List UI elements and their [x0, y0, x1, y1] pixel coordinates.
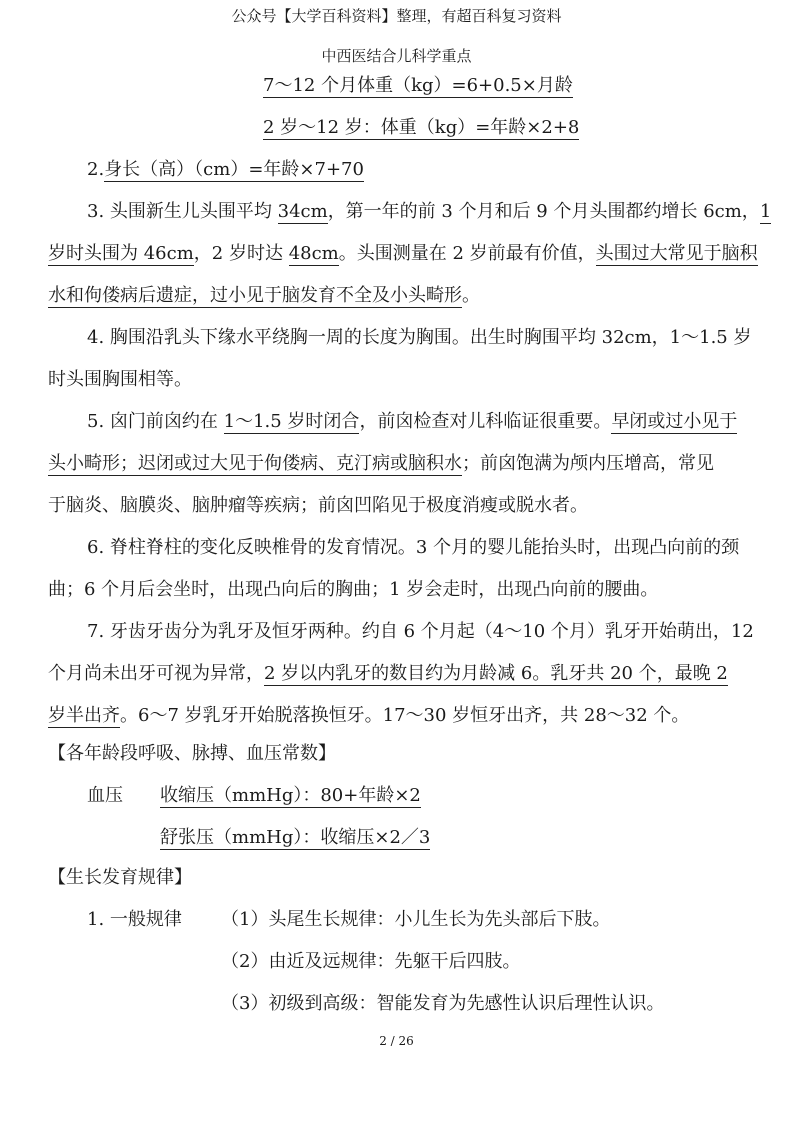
bp-systolic [160, 783, 421, 809]
item-5-highlight: 头小畸形；迟闭或过大见于佝偻病、克汀病或脑积水 [48, 453, 462, 474]
bp-diastolic [160, 825, 430, 851]
weight-formula-infant-text: 7～12 个月体重（kg）=6+0.5×月龄 [263, 75, 573, 96]
section-heading-vitals: 【各年龄段呼吸、脉搏、血压常数】 [48, 743, 336, 764]
item-2-formula: 身长（高）（cm）=年龄×7+70 [104, 159, 364, 180]
item-6-line-2: 曲；6 个月后会坐时，出现凸向后的胸曲；1 岁会走时，出现凸向前的腰曲。 [48, 579, 659, 600]
item-3-highlight: 水和佝偻病后遗症，过小见于脑发育不全及小头畸形 [48, 285, 462, 306]
item-3-text: 3. 头围新生儿头围平均 [87, 201, 278, 222]
item-5-line-1 [87, 409, 737, 435]
item-3-highlight: 岁时头围为 46cm [48, 243, 194, 264]
growth-rule: （2）由近及远规律：先躯干后四肢。 [221, 951, 521, 972]
section-heading-growth: 【生长发育规律】 [48, 867, 192, 888]
item-2-height [87, 157, 364, 183]
bp-diastolic-text: 舒张压（mmHg）：收缩压×2／3 [160, 827, 431, 848]
item-7-line-3 [48, 703, 689, 729]
page-header: 公众号【大学百科资料】整理，有超百科复习资料 [231, 7, 562, 25]
item-3-text: 。头围测量在 2 岁前最有价值， [338, 243, 596, 264]
item-3-line-1 [87, 199, 771, 225]
item-7-line-2 [48, 661, 728, 687]
item-3-text: ，第一年的前 3 个月和后 9 个月头围都约增长 6cm， [327, 201, 760, 222]
item-3-highlight: 1 [759, 201, 772, 222]
item-3-highlight: 48cm [288, 243, 339, 264]
growth-rule: （1）头尾生长规律：小儿生长为先头部后下肢。 [221, 909, 611, 930]
item-7-highlight: 2 岁以内乳牙的数目约为月龄减 6。乳牙共 20 个，最晚 2 [264, 663, 728, 684]
item-4-line-1: 4. 胸围沿乳头下缘水平绕胸一周的长度为胸围。出生时胸围平均 32cm，1～1.5 岁 [87, 327, 752, 348]
bp-systolic-text: 收缩压（mmHg）：80+年龄×2 [160, 785, 421, 806]
weight-formula-child [263, 115, 579, 141]
growth-general-label: 1. 一般规律 [87, 909, 182, 930]
weight-formula-infant [263, 73, 573, 99]
page-number: 2 / 26 [379, 1034, 414, 1048]
item-7-text: 个月尚未出牙可视为异常， [48, 663, 264, 684]
item-7-line-1: 7. 牙齿牙齿分为乳牙及恒牙两种。约自 6 个月起（4～10 个月）乳牙开始萌出，12 [87, 621, 754, 642]
item-3-highlight: 34cm [277, 201, 328, 222]
item-3-line-2 [48, 241, 758, 267]
item-5-highlight: 早闭或过小见于 [611, 411, 738, 432]
item-7-highlight: 岁半出齐 [48, 705, 120, 726]
item-3-highlight: 头围过大常见于脑积 [595, 243, 758, 264]
growth-rule: （3）初级到高级：智能发育为先感性认识后理性认识。 [221, 993, 665, 1014]
item-5-text: ；前囟饱满为颅内压增高，常见 [462, 453, 714, 474]
item-7-text: 。6～7 岁乳牙开始脱落换恒牙。17～30 岁恒牙出齐，共 28～32 个。 [120, 705, 690, 726]
doc-title: 中西医结合儿科学重点 [321, 47, 472, 65]
item-5-text: ，前囟检查对儿科临证很重要。 [359, 411, 612, 432]
weight-formula-child-text: 2 岁～12 岁：体重（kg）=年龄×2+8 [263, 117, 580, 138]
item-5-highlight: 1～1.5 岁时闭合 [223, 411, 360, 432]
item-6-line-1: 6. 脊柱脊柱的变化反映椎骨的发育情况。3 个月的婴儿能抬头时，出现凸向前的颈 [87, 537, 740, 558]
item-3-line-3 [48, 283, 480, 309]
item-3-text: ，2 岁时达 [193, 243, 289, 264]
bp-label: 血压 [87, 785, 123, 806]
item-5-line-2 [48, 451, 714, 477]
item-4-line-2: 时头围胸围相等。 [48, 369, 192, 390]
item-3-text: 。 [462, 285, 480, 306]
item-5-text: 5. 囟门前囟约在 [87, 411, 224, 432]
item-2-number: 2. [87, 159, 105, 180]
item-5-line-3: 于脑炎、脑膜炎、脑肿瘤等疾病；前囟凹陷见于极度消瘦或脱水者。 [48, 495, 588, 516]
